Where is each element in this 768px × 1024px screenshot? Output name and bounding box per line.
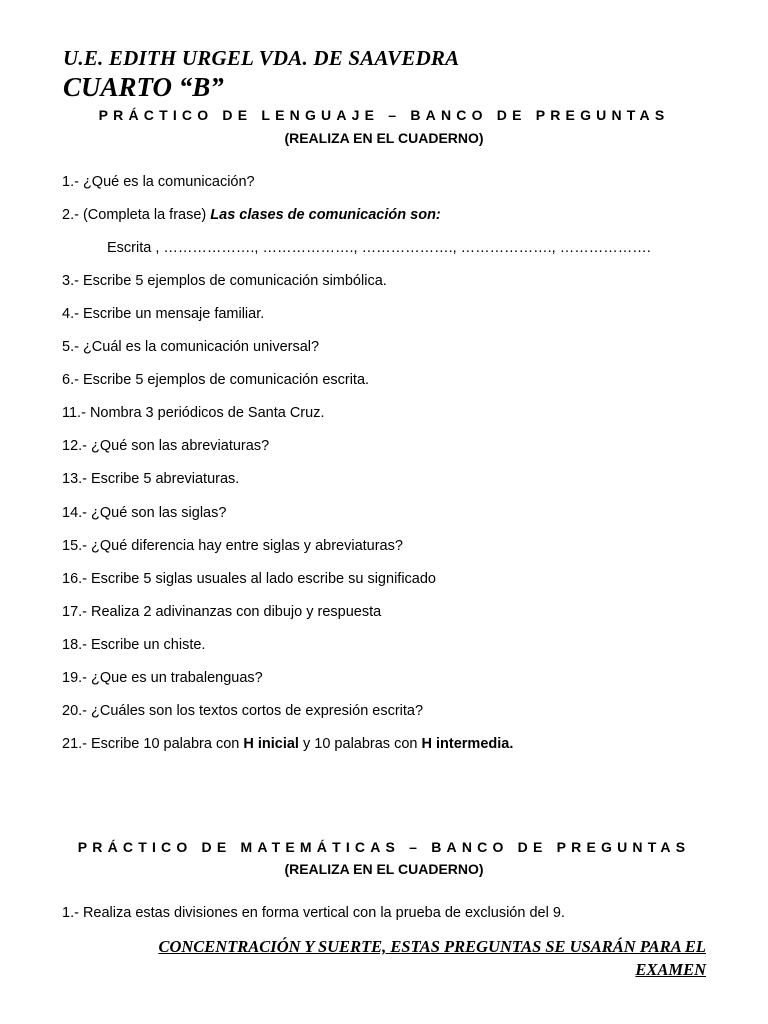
question-1: 1.- ¿Qué es la comunicación?: [62, 174, 255, 190]
question-15: 15.- ¿Qué diferencia hay entre siglas y abreviaturas?: [62, 538, 403, 554]
math-question-1: 1.- Realiza estas divisiones en forma vertical con la prueba de exclusión del 9.: [62, 905, 565, 921]
question-12: 12.- ¿Qué son las abreviaturas?: [62, 438, 270, 454]
question-2-blanks: Escrita , ………………., ………………., ………………., ………………., ……………….: [107, 240, 651, 256]
question-16: 16.- Escribe 5 siglas usuales al lado escribe su significado: [62, 571, 436, 587]
question-21-prefix: 21.- Escribe 10 palabra con: [62, 736, 240, 752]
question-5: 5.- ¿Cuál es la comunicación universal?: [62, 339, 320, 355]
school-name: U.E. EDITH URGEL VDA. DE SAAVEDRA: [63, 46, 460, 70]
question-21-middle: y 10 palabras con: [303, 736, 418, 752]
question-4: 4.- Escribe un mensaje familiar.: [62, 306, 265, 322]
question-14: 14.- ¿Qué son las siglas?: [62, 505, 227, 521]
closing-line-1: CONCENTRACIÓN Y SUERTE, ESTAS PREGUNTAS SE USARÁN PARA EL: [158, 937, 706, 956]
closing-message: [66, 935, 706, 981]
question-13: 13.- Escribe 5 abreviaturas.: [62, 471, 240, 487]
question-19: 19.- ¿Que es un trabalenguas?: [62, 670, 263, 686]
question-6: 6.- Escribe 5 ejemplos de comunicación escrita.: [62, 372, 370, 388]
question-11: 11.- Nombra 3 periódicos de Santa Cruz.: [62, 405, 325, 421]
question-3: 3.- Escribe 5 ejemplos de comunicación simbólica.: [62, 273, 387, 289]
question-2: [62, 207, 441, 223]
matematicas-section-title: PRÁCTICO DE MATEMÁTICAS – BANCO DE PREGUNTAS: [77, 839, 691, 855]
lenguaje-section-title: PRÁCTICO DE LENGUAJE – BANCO DE PREGUNTAS: [98, 107, 670, 123]
question-2-text: 2.- (Completa la frase): [62, 207, 207, 223]
grade-heading: CUARTO “B”: [63, 72, 224, 102]
question-21-bold-2: H intermedia.: [421, 736, 514, 752]
lenguaje-section-subtitle: (REALIZA EN EL CUADERNO): [284, 130, 484, 146]
question-21-bold-1: H inicial: [243, 736, 299, 752]
question-18: 18.- Escribe un chiste.: [62, 637, 206, 653]
question-2-emphasis: Las clases de comunicación son:: [210, 207, 441, 223]
question-17: 17.- Realiza 2 adivinanzas con dibujo y respuesta: [62, 604, 382, 620]
question-20: 20.- ¿Cuáles son los textos cortos de expresión escrita?: [62, 703, 424, 719]
question-21: [62, 736, 513, 752]
closing-line-2: EXAMEN: [635, 960, 706, 979]
matematicas-section-subtitle: (REALIZA EN EL CUADERNO): [284, 861, 484, 877]
